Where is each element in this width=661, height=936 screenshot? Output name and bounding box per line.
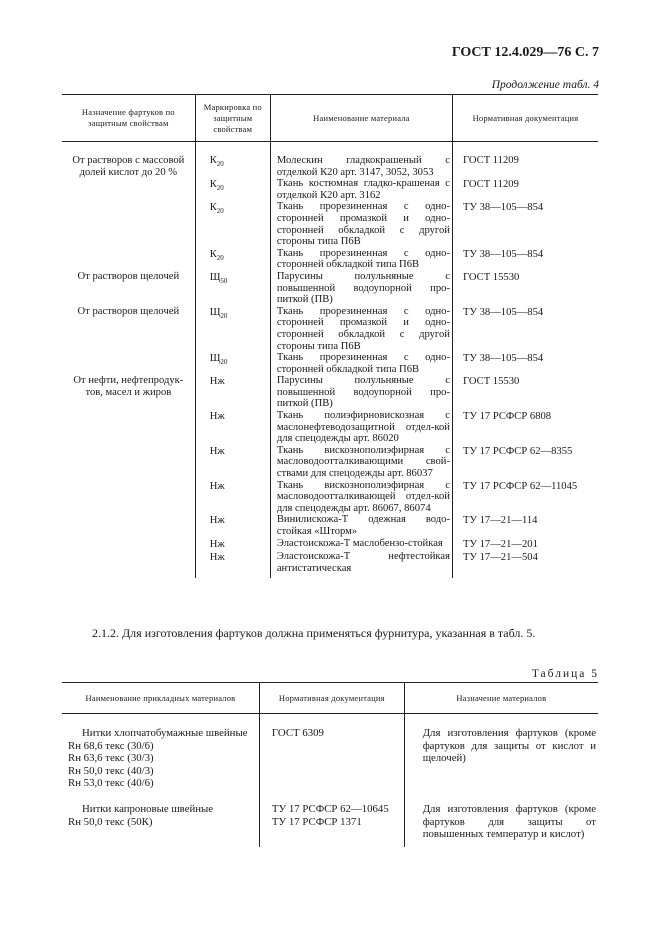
cell-material: Парусины полульняные с повышенной водоупорной про-питкой (ПВ) <box>270 375 452 410</box>
table-row <box>62 306 598 352</box>
table-row <box>62 514 598 537</box>
cell-docs: ТУ 38—105—854 <box>452 248 598 271</box>
table-row <box>62 375 598 410</box>
doc-reference: ГОСТ 6309 <box>271 727 324 739</box>
cell-purpose <box>62 248 195 271</box>
cell-marking <box>195 514 270 537</box>
cell-marking <box>195 201 270 247</box>
marking-code: Нж <box>209 480 225 492</box>
thread-spec: Rн 50,0 текс (50К) <box>68 815 153 828</box>
cell-marking <box>195 142 270 179</box>
cell-marking <box>195 480 270 515</box>
cell-docs: ГОСТ 15530 <box>452 375 598 410</box>
cell-docs: ГОСТ 11209 <box>452 142 598 179</box>
cell-purpose: От растворов щелочей <box>77 305 180 317</box>
table-row <box>62 201 598 247</box>
table-row <box>62 791 598 847</box>
table-row <box>62 271 598 306</box>
cell-marking <box>195 248 270 271</box>
table-row <box>62 445 598 480</box>
marking-code: Нж <box>209 538 225 550</box>
cell-marking <box>195 538 270 552</box>
cell-material: Ткань вискознополиэфирная с масловодоотталкивающей отдел-кой для спецодежды арт. 86067, 86074 <box>270 480 452 515</box>
thread-spec: Rн 53,0 текс (40/6) <box>68 777 154 790</box>
col-header-docs: Нормативная документация <box>452 95 598 142</box>
cell-material: Ткань костюмная гладко-крашеная с отделкой К20 арт. 3162 <box>270 178 452 201</box>
table-5-caption: Таблица 5 <box>531 668 599 680</box>
cell-material: Ткань прорезиненная с одно-сторонней обкладкой типа П6В <box>270 352 452 375</box>
cell-material: Ткань прорезиненная с одно-сторонней промазкой и одно-сторонней обкладкой с другой стороны типа П6В <box>270 306 452 352</box>
col-header-marking: Маркировка по защитным свойствам <box>195 95 270 142</box>
cell-purpose <box>62 201 195 247</box>
cell-applied-material <box>62 791 259 847</box>
marking-code: Нж <box>209 552 225 564</box>
marking-code: К <box>209 248 217 260</box>
purpose-text: Для изготовления фартуков (кроме фартуков для защиты от кислот и щелочей) <box>422 727 596 765</box>
marking-code: Нж <box>209 515 225 527</box>
cell-docs: ГОСТ 15530 <box>452 271 598 306</box>
cell-marking <box>195 551 270 578</box>
table-row <box>62 142 598 179</box>
doc-reference: ТУ 17 РСФСР 1371 <box>271 815 362 828</box>
thread-spec: Rн 63,6 текс (30/3) <box>68 752 154 765</box>
cell-normative-docs <box>259 791 404 847</box>
marking-subscript: 20 <box>220 358 228 367</box>
marking-subscript: 20 <box>216 253 224 262</box>
marking-subscript: 20 <box>216 160 224 169</box>
marking-subscript: 20 <box>216 207 224 216</box>
doc-reference: ТУ 17 РСФСР 62—10645 <box>271 802 389 815</box>
cell-docs: ТУ 17 РСФСР 62—11045 <box>452 480 598 515</box>
cell-purpose <box>62 445 195 480</box>
cell-purpose <box>62 178 195 201</box>
col-header-purpose: Назначение фартуков по защитным свойствам <box>81 107 175 128</box>
cell-material: Винилискожа-Т одежная водо-стойкая «Шторм» <box>270 514 452 537</box>
cell-material: Ткань прорезиненная с одно-сторонней промазкой и одно-сторонней обкладкой с другой стороны типа П6В <box>270 201 452 247</box>
table-row <box>62 248 598 271</box>
cell-purpose <box>62 480 195 515</box>
paragraph-2-1-2: 2.1.2. Для изготовления фартуков должна применяться фурнитура, указанная в табл. 5. <box>92 626 536 640</box>
thread-spec: Rн 68,6 текс (30/6) <box>68 739 154 752</box>
cell-docs: ТУ 17—21—201 <box>452 538 598 552</box>
cell-purpose <box>62 514 195 537</box>
cell-marking <box>195 375 270 410</box>
marking-code: Щ <box>209 271 221 283</box>
cell-docs: ТУ 38—105—854 <box>452 352 598 375</box>
cell-purpose: От растворов с массовой долей кислот до 20 % <box>72 155 185 178</box>
cell-material: Парусины полульняные с повышенной водоупорной про-питкой (ПВ) <box>270 271 452 306</box>
marking-code: Нж <box>209 376 225 388</box>
col-header-normative-docs: Нормативная документация <box>259 683 404 714</box>
col-header-applied-materials: Наименование прикладных материалов <box>85 692 236 703</box>
cell-material: Ткань полиэфирновискозная с маслонефтеводозащитной отдел-кой для спецодежды арт. 86020 <box>270 410 452 445</box>
table-row <box>62 352 598 375</box>
table-row <box>62 178 598 201</box>
cell-docs: ТУ 17 РСФСР 62—8355 <box>452 445 598 480</box>
table-row <box>62 714 598 791</box>
cell-material: Ткань вискознополиэфирная с масловодоотталкивающими свой-ствами для спецодежды арт. 86037 <box>270 445 452 480</box>
material-name: Нитки хлопчатобумажные швейные <box>82 727 248 739</box>
purpose-text: Для изготовления фартуков (кроме фартуков для защиты от повышенных температур и кислот) <box>422 802 596 841</box>
cell-marking <box>195 306 270 352</box>
table-row <box>62 551 598 578</box>
cell-material-purpose <box>404 791 598 847</box>
cell-purpose <box>62 551 195 578</box>
table-continuation-label: Продолжение табл. 4 <box>491 79 599 91</box>
cell-marking <box>195 410 270 445</box>
cell-material: Молескин гладкокрашеный с отделкой К20 арт. 3147, 3052, 3053 <box>270 142 452 179</box>
thread-spec: Rн 50,0 текс (40/3) <box>68 764 154 777</box>
cell-material: Ткань прорезиненная с одно-сторонней обкладкой типа П6В <box>270 248 452 271</box>
marking-code: К <box>209 179 217 191</box>
cell-docs: ТУ 38—105—854 <box>452 201 598 247</box>
material-name: Нитки капроновые швейные <box>82 802 214 815</box>
cell-docs: ТУ 17—21—504 <box>452 551 598 578</box>
col-header-material: Наименование материала <box>270 95 452 142</box>
cell-docs: ТУ 38—105—854 <box>452 306 598 352</box>
cell-purpose: От растворов щелочей <box>77 270 180 282</box>
marking-code: К <box>209 155 217 166</box>
cell-material-purpose <box>404 714 598 791</box>
table-row <box>62 480 598 515</box>
marking-subscript: 50 <box>220 277 228 286</box>
marking-code: Щ <box>209 306 221 318</box>
col-header-material-purpose: Назначение материалов <box>404 683 598 714</box>
cell-applied-material <box>62 714 259 791</box>
cell-material: Эластоискожа-Т маслобензо-стойкая <box>270 538 452 552</box>
marking-subscript: 20 <box>220 311 228 320</box>
cell-docs: ТУ 17—21—114 <box>452 514 598 537</box>
table-5 <box>62 682 598 847</box>
table-4 <box>62 94 598 578</box>
table-row <box>62 410 598 445</box>
cell-purpose: От нефти, нефтепродук-тов, масел и жиров <box>73 375 184 398</box>
cell-marking <box>195 178 270 201</box>
marking-code: Нж <box>209 411 225 423</box>
cell-docs: ТУ 17 РСФСР 6808 <box>452 410 598 445</box>
cell-purpose <box>62 410 195 445</box>
cell-purpose <box>62 352 195 375</box>
cell-marking <box>195 352 270 375</box>
cell-purpose <box>62 538 195 552</box>
marking-code: Щ <box>209 353 221 365</box>
cell-material: Эластоискожа-Т нефтестойкая антистатическая <box>270 551 452 578</box>
table-row <box>62 538 598 552</box>
page-header: ГОСТ 12.4.029—76 С. 7 <box>451 45 599 60</box>
cell-normative-docs <box>259 714 404 791</box>
marking-subscript: 20 <box>216 184 224 193</box>
cell-marking <box>195 271 270 306</box>
marking-code: Нж <box>209 445 225 457</box>
cell-docs: ГОСТ 11209 <box>452 178 598 201</box>
marking-code: К <box>209 202 217 214</box>
cell-marking <box>195 445 270 480</box>
